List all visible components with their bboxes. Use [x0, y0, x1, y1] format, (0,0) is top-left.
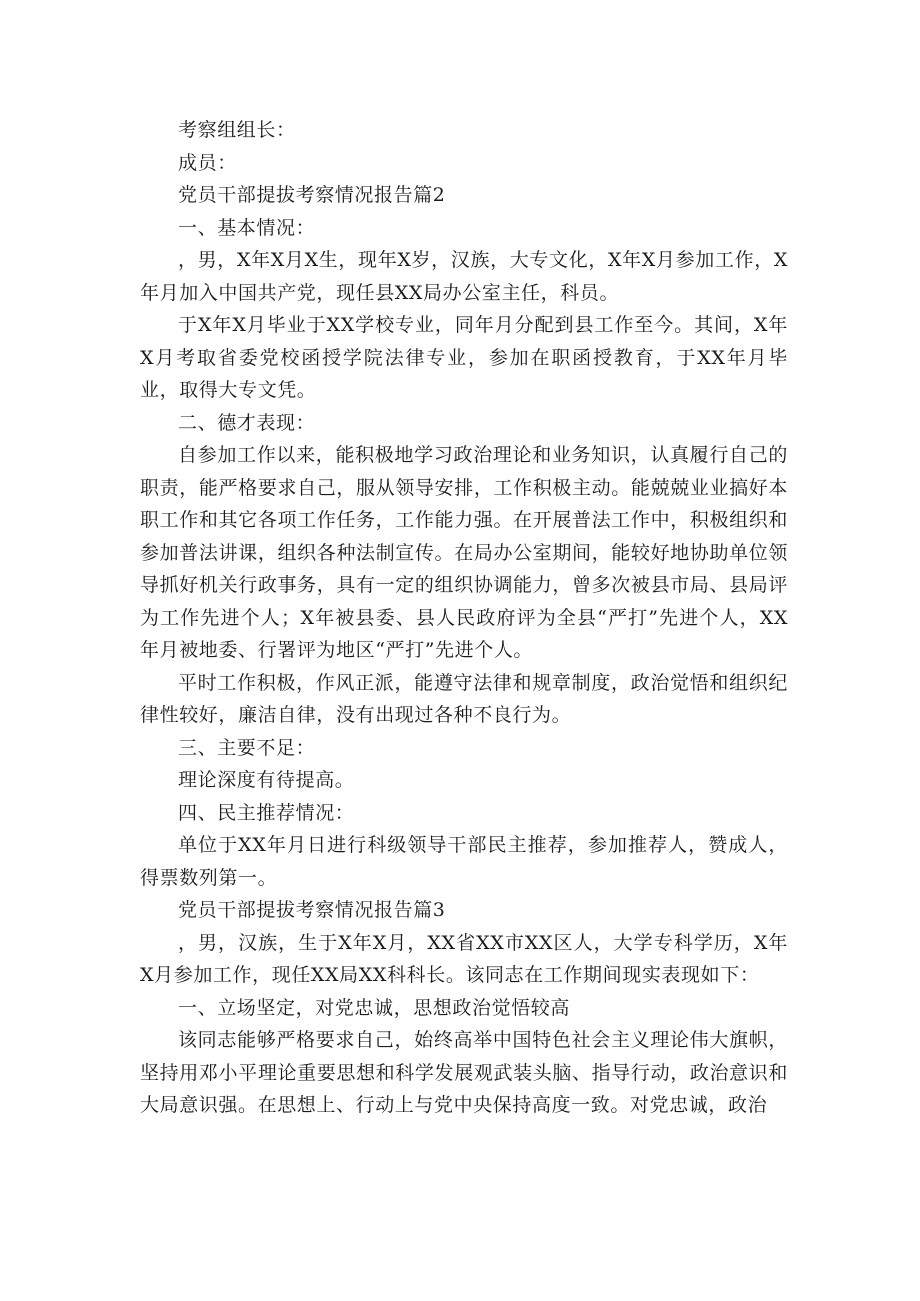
paragraph: ，男，X年X月X生，现年X岁，汉族，大专文化，X年X月参加工作，X年月加入中国共产党，现任县XX局办公室主任，科员。: [140, 249, 788, 304]
paragraph: 平时工作积极，作风正派，能遵守法律和规章制度，政治觉悟和组织纪律性较好，廉洁自律，没有出现过各种不良行为。: [140, 671, 788, 726]
paragraph: 考察组组长：: [178, 119, 296, 141]
section-heading: 党员干部提拔考察情况报告篇2: [178, 184, 446, 206]
paragraph: ，男，汉族，生于X年X月，XX省XX市XX区人，大学专科学历，X年X月参加工作，现任XX局XX科科长。该同志在工作期间现实表现如下：: [140, 931, 788, 986]
paragraph: 单位于XX年月日进行科级领导干部民主推荐，参加推荐人，赞成人，得票数列第一。: [140, 834, 788, 889]
document-body: [140, 114, 788, 1122]
paragraph: 四、民主推荐情况：: [178, 801, 355, 824]
paragraph: 一、基本情况：: [178, 216, 316, 239]
paragraph: 一、立场坚定，对党忠诚，思想政治觉悟较高: [178, 996, 571, 1019]
paragraph: 理论深度有待提高。: [178, 769, 355, 791]
section-heading: 党员干部提拔考察情况报告篇3: [178, 899, 446, 921]
paragraph: 自参加工作以来，能积极地学习政治理论和业务知识，认真履行自己的职责，能严格要求自己，服从领导安排，工作积极主动。能兢兢业业搞好本职工作和其它各项工作任务，工作能力强。在开展普法工作中，积极组织和参加普法讲课，组织各种法制宣传。在局办公室期间，能较好地协助单位领导抓好机关行政事务，具有一定的组织协调能力，曾多次被县市局、县局评为工作先进个人；X年被县委、县人民政府评为全县“严打”先进个人，XX年月被地委、行署评为地区“严打”先进个人。: [140, 444, 788, 661]
paragraph: 该同志能够严格要求自己，始终高举中国特色社会主义理论伟大旗帜，坚持用邓小平理论重要思想和科学发展观武装头脑、指导行动，政治意识和大局意识强。在思想上、行动上与党中央保持高度一致。对党忠诚，政治: [140, 1029, 788, 1116]
paragraph: 成员：: [178, 151, 237, 174]
paragraph: 二、德才表现：: [178, 411, 316, 434]
paragraph: 于X年X月毕业于XX学校专业，同年月分配到县工作至今。其间，X年X月考取省委党校函授学院法律专业，参加在职函授教育，于XX年月毕业，取得大专文凭。: [140, 314, 788, 401]
paragraph: 三、主要不足：: [178, 736, 316, 759]
